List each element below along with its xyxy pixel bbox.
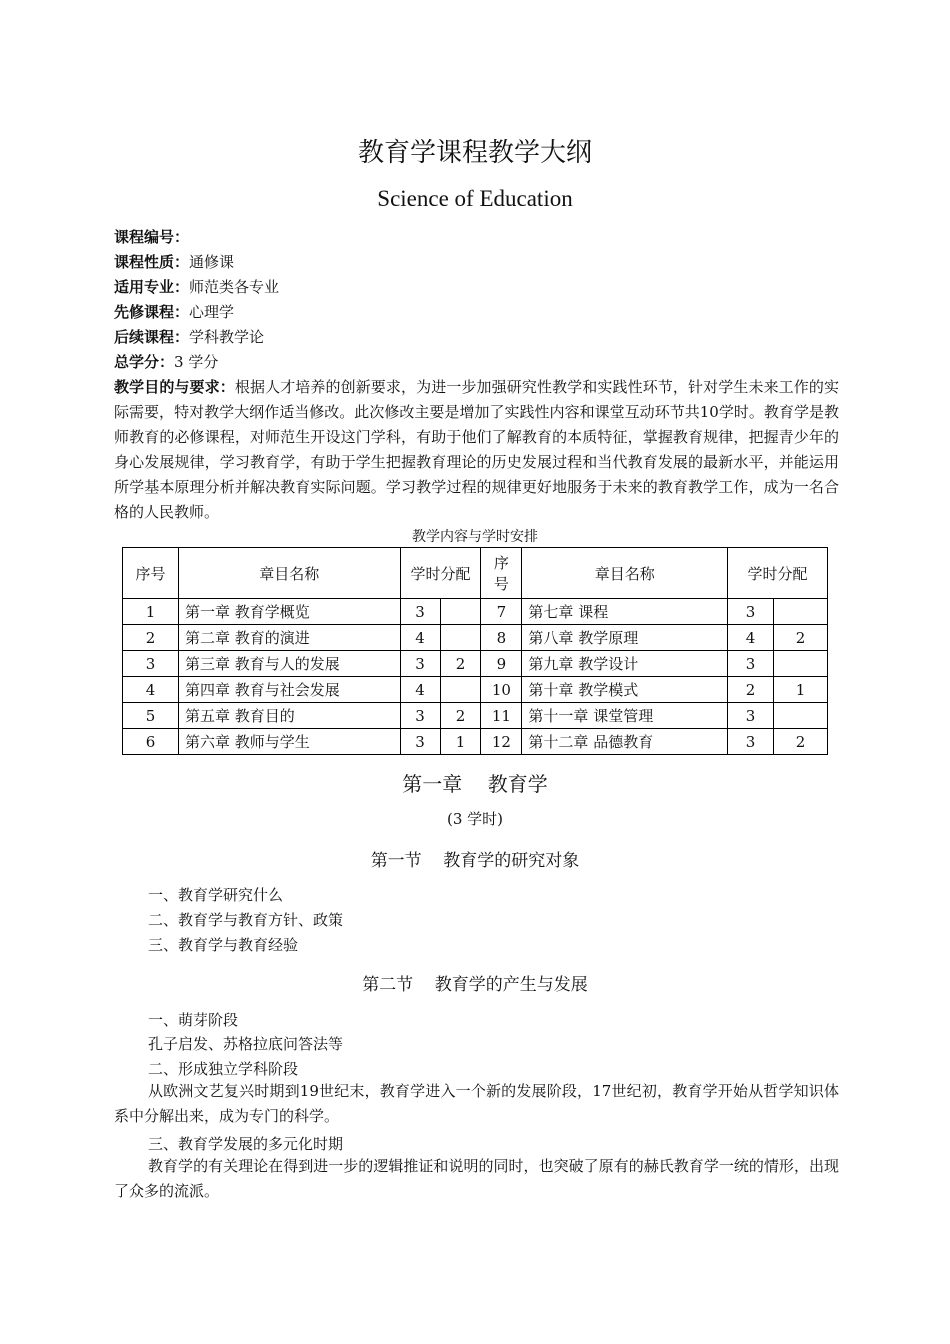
- cell-hours-lecture: 2: [728, 677, 774, 703]
- chapter-hours: (3 学时): [446, 810, 504, 828]
- table-row: [123, 651, 828, 677]
- table-row: [123, 729, 828, 755]
- info-majors: 适用专业：师范类各专业: [114, 278, 280, 296]
- cell-chapter: 第三章 教育与人的发展: [178, 651, 400, 677]
- cell-no: 4: [123, 677, 179, 703]
- outline-item: 二、形成独立学科阶段: [148, 1060, 299, 1078]
- cell-hours-practice: 1: [440, 729, 481, 755]
- info-prerequisite: 先修课程：心理学: [114, 303, 235, 321]
- cell-hours-lecture: 3: [728, 599, 774, 625]
- cell-hours-practice: 2: [440, 703, 481, 729]
- header-no: 序号: [123, 548, 179, 599]
- cell-hours-practice: [774, 651, 828, 677]
- cell-chapter: 第一章 教育学概览: [178, 599, 400, 625]
- table-row: [123, 625, 828, 651]
- header-name: 章目名称: [178, 548, 400, 599]
- cell-hours-lecture: 4: [728, 625, 774, 651]
- cell-no: 6: [123, 729, 179, 755]
- cell-no: 7: [481, 599, 522, 625]
- cell-no: 9: [481, 651, 522, 677]
- cell-chapter: 第七章 课程: [522, 599, 728, 625]
- section-title: 第二节 教育学的产生与发展: [362, 975, 588, 995]
- cell-hours-lecture: 3: [728, 729, 774, 755]
- cell-hours-lecture: 3: [400, 703, 440, 729]
- cell-hours-practice: 2: [774, 729, 828, 755]
- info-credits: 总学分：3 学分: [114, 353, 219, 371]
- table-row: [123, 677, 828, 703]
- cell-hours-lecture: 3: [400, 599, 440, 625]
- cell-chapter: 第九章 教学设计: [522, 651, 728, 677]
- outline-text: 孔子启发、苏格拉底问答法等: [148, 1035, 344, 1053]
- cell-hours-practice: [440, 599, 481, 625]
- cell-hours-lecture: 3: [400, 651, 440, 677]
- cell-hours-lecture: 4: [400, 677, 440, 703]
- cell-hours-practice: 2: [774, 625, 828, 651]
- table-row: [123, 703, 828, 729]
- outline-item: 三、教育学发展的多元化时期: [148, 1135, 344, 1153]
- schedule-table: [122, 547, 828, 755]
- cell-hours-practice: [774, 703, 828, 729]
- header-hours: 学时分配: [728, 548, 828, 599]
- cell-no: 1: [123, 599, 179, 625]
- document-title: 教育学课程教学大纲: [357, 138, 592, 168]
- cell-hours-practice: 1: [774, 677, 828, 703]
- cell-chapter: 第四章 教育与社会发展: [178, 677, 400, 703]
- table-header-row: [123, 548, 828, 599]
- header-name: 章目名称: [522, 548, 728, 599]
- objective-paragraph: 教学目的与要求：根据人才培养的创新要求，为进一步加强研究性教学和实践性环节，针对学生未来工作的实际需要，特对教学大纲作适当修改。此次修改主要是增加了实践性内容和课堂互动环节共10学时。教育学是教师教育的必修课程，对师范生开设这门学科，有助于他们了解教育的本质特征，掌握教育规律，把握青少年的身心发展规律，学习教育学，有助于学生把握教育理论的历史发展过程和当代教育发展的最新水平，并能运用所学基本原理分析并解决教育实际问题。学习教学过程的规律更好地服务于未来的教育教学工作，成为一名合格的人民教师。: [114, 378, 839, 521]
- cell-hours-practice: [440, 677, 481, 703]
- section-title: 第一节 教育学的研究对象: [370, 851, 580, 871]
- cell-hours-practice: [440, 625, 481, 651]
- cell-no: 8: [481, 625, 522, 651]
- cell-chapter: 第十一章 课堂管理: [522, 703, 728, 729]
- cell-no: 10: [481, 677, 522, 703]
- cell-hours-lecture: 3: [728, 651, 774, 677]
- header-hours: 学时分配: [400, 548, 481, 599]
- cell-chapter: 第八章 教学原理: [522, 625, 728, 651]
- header-no: 序号: [481, 548, 522, 599]
- outline-item: 一、萌芽阶段: [148, 1011, 239, 1029]
- outline-item: 三、教育学与教育经验: [148, 936, 299, 954]
- outline-paragraph: 从欧洲文艺复兴时期到19世纪末，教育学进入一个新的发展阶段，17世纪初，教育学开始从哲学知识体系中分解出来，成为专门的科学。: [114, 1082, 839, 1125]
- cell-chapter: 第六章 教师与学生: [178, 729, 400, 755]
- outline-item: 一、教育学研究什么: [148, 886, 284, 904]
- info-course-code: 课程编号：: [114, 228, 190, 246]
- schedule-caption: 教学内容与学时安排: [412, 529, 538, 545]
- info-follow-up: 后续课程：学科教学论: [114, 328, 265, 346]
- cell-hours-lecture: 3: [728, 703, 774, 729]
- info-course-type: 课程性质：通修课: [114, 253, 235, 271]
- cell-chapter: 第二章 教育的演进: [178, 625, 400, 651]
- cell-no: 11: [481, 703, 522, 729]
- cell-chapter: 第十章 教学模式: [522, 677, 728, 703]
- outline-item: 二、教育学与教育方针、政策: [148, 911, 344, 929]
- outline-paragraph: 教育学的有关理论在得到进一步的逻辑推证和说明的同时，也突破了原有的赫氏教育学一统的情形，出现了众多的流派。: [114, 1157, 839, 1200]
- cell-hours-lecture: 3: [400, 729, 440, 755]
- cell-hours-practice: [774, 599, 828, 625]
- cell-no: 5: [123, 703, 179, 729]
- course-info: [114, 225, 839, 525]
- cell-hours-practice: 2: [440, 651, 481, 677]
- cell-chapter: 第十二章 品德教育: [522, 729, 728, 755]
- cell-no: 3: [123, 651, 179, 677]
- table-row: [123, 599, 828, 625]
- cell-hours-lecture: 4: [400, 625, 440, 651]
- cell-no: 2: [123, 625, 179, 651]
- document-subtitle: Science of Education: [377, 186, 573, 211]
- chapter-title: 第一章 教育学: [402, 772, 548, 796]
- cell-no: 12: [481, 729, 522, 755]
- cell-chapter: 第五章 教育目的: [178, 703, 400, 729]
